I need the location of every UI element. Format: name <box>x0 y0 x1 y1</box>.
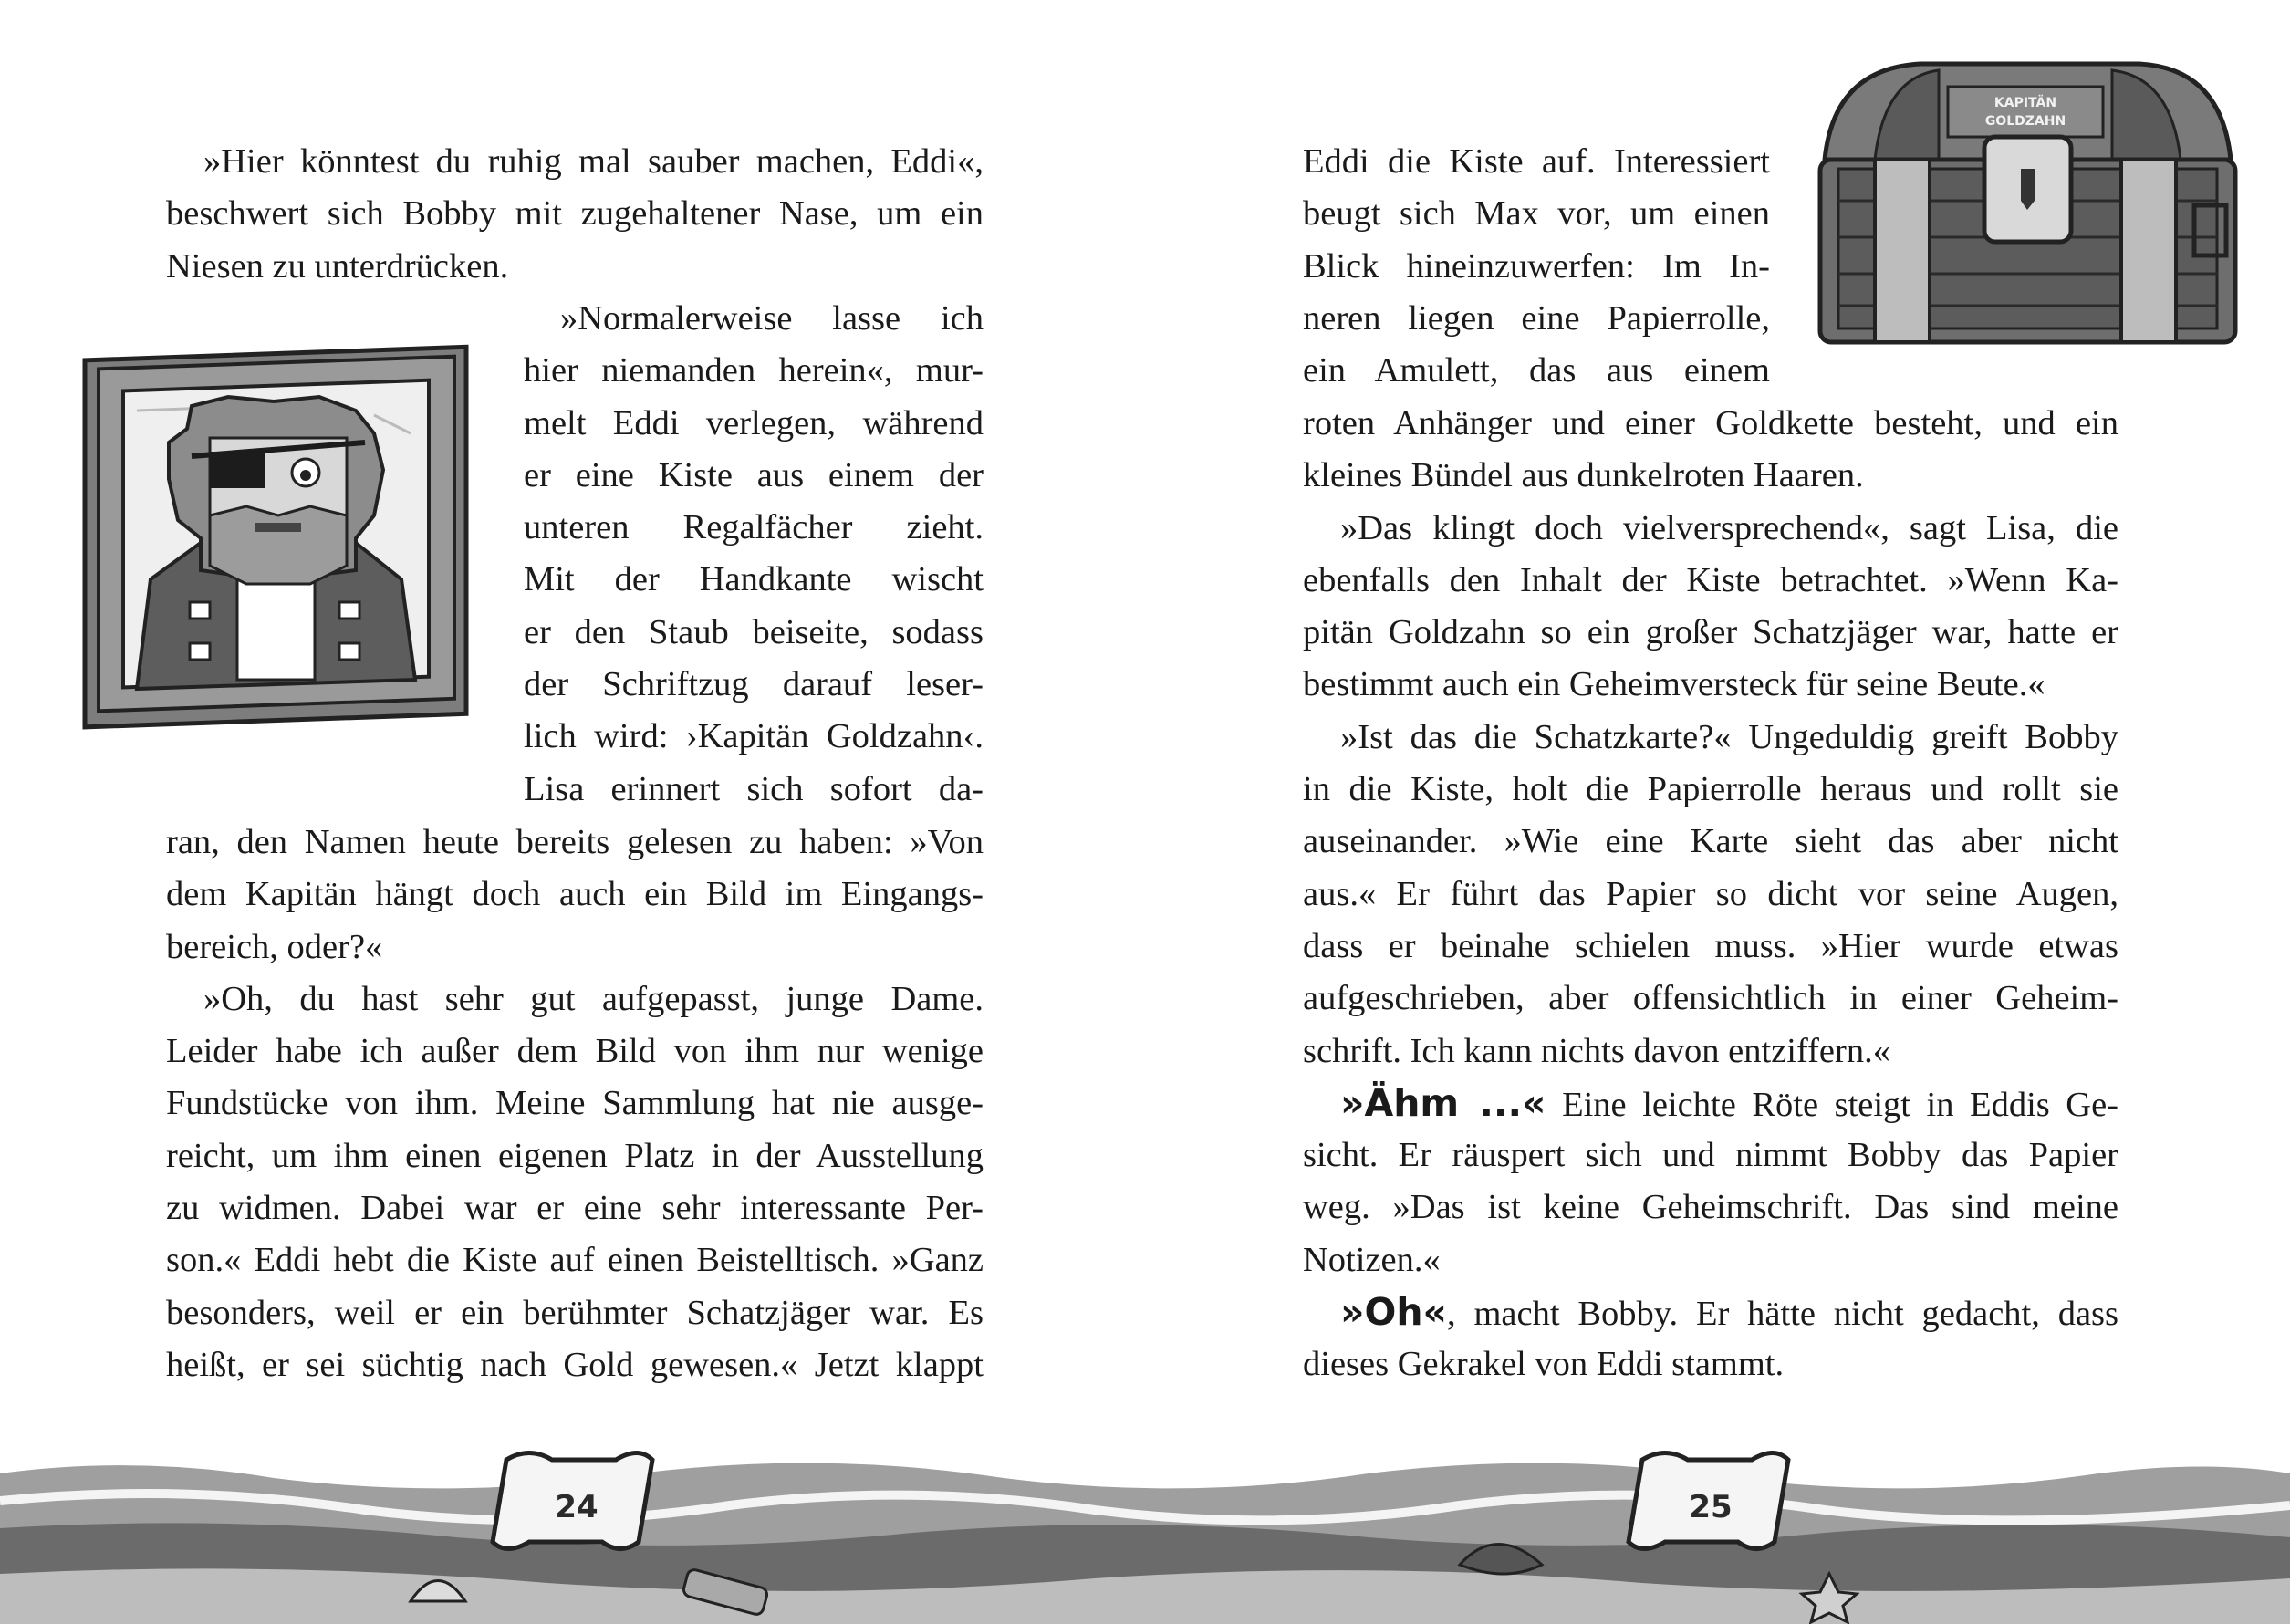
text-line: neren liegen eine Papierrolle, <box>1303 298 1770 338</box>
aehm-exclamation: »Ähm ...« <box>1340 1080 1546 1125</box>
text-line: Notizen.« <box>1303 1240 1441 1279</box>
text-line: ebenfalls den Inhalt der Kiste betrachtet. »Wenn Ka- <box>1303 560 2118 599</box>
text-line: beschwert sich Bobby mit zugehaltener Nase, um ein <box>166 194 984 234</box>
text-line: ran, den Namen heute bereits gelesen zu haben: »Von <box>166 823 984 861</box>
text-line: hier niemanden herein«, mur- <box>524 351 984 390</box>
text-line: er eine Kiste aus einem der <box>524 455 984 494</box>
text-line: weg. »Das ist keine Geheimschrift. Das sind meine <box>1303 1188 2118 1227</box>
chest-label-line2: GOLDZAHN <box>1984 114 2066 129</box>
text-line: besonders, weil er ein berühmter Schatzjäger war. Es <box>166 1293 984 1332</box>
aehm-line <box>1303 1077 2118 1130</box>
left-side-paragraph <box>524 293 984 816</box>
left-intro-paragraph <box>166 136 984 293</box>
text-line: der Schriftzug darauf leser- <box>524 665 984 704</box>
text-line: zu widmen. Dabei war er eine sehr interessante Per- <box>166 1189 984 1228</box>
page-number-left: 24 <box>555 1489 599 1525</box>
text-line: auseinander. »Wie eine Karte sieht das aber nicht <box>1303 822 2118 861</box>
text-line: Blick hineinzuwerfen: Im In- <box>1303 246 1770 286</box>
text-line: pitän Goldzahn so ein großer Schatzjäger war, hatte er <box>1303 613 2118 652</box>
text-line: unteren Regalfächer zieht. <box>524 508 984 547</box>
right-top-paragraph <box>1303 136 1770 397</box>
text-line: roten Anhänger und einer Goldkette besteht, und ein <box>1303 404 2118 442</box>
text-line: schrift. Ich kann nichts davon entziffern.« <box>1303 1031 1890 1070</box>
page-number-right: 25 <box>1689 1489 1733 1525</box>
oh-line <box>1303 1286 2118 1338</box>
right-main-paragraph <box>1303 398 2118 1391</box>
text-line: er den Staub beiseite, sodass <box>524 612 984 651</box>
text-line: Lisa erinnert sich sofort da- <box>524 769 984 808</box>
text-line: dieses Gekrakel von Eddi stammt. <box>1303 1345 1785 1384</box>
text-line: Niesen zu unterdrücken. <box>166 246 509 286</box>
oh-exclamation: »Oh« <box>1340 1290 1448 1335</box>
treasure-chest-image <box>1811 50 2244 360</box>
text-line: »Ist das die Schatzkarte?« Ungeduldig greift Bobby <box>1340 717 2118 756</box>
beach-footer-illustration <box>0 1437 2290 1624</box>
text-line: Fundstücke von ihm. Meine Sammlung hat nie ausge- <box>166 1084 984 1123</box>
text-line: aus.« Er führt das Papier so dicht vor seine Augen, <box>1303 874 2118 913</box>
text-line: heißt, er sei süchtig nach Gold gewesen.« Jetzt klappt <box>166 1345 984 1384</box>
text-line: beugt sich Max vor, um einen <box>1303 194 1770 234</box>
text-line: »Hier könntest du ruhig mal sauber machen, Eddi«, <box>203 142 984 181</box>
text-line: lich wird: ›Kapitän Goldzahn‹. <box>524 717 984 756</box>
text-line: reicht, um ihm einen eigenen Platz in der Ausstellung <box>166 1136 984 1175</box>
text-line: in die Kiste, holt die Papierrolle heraus und rollt sie <box>1303 770 2118 809</box>
text-line: dass er beinahe schielen muss. »Hier wurde etwas <box>1303 926 2118 965</box>
text-line: Mit der Handkante wischt <box>524 560 984 599</box>
captain-portrait-image <box>82 342 470 730</box>
text-line: aufgeschrieben, aber offensichtlich in einer Geheim- <box>1303 979 2118 1018</box>
text-line: »Oh, du hast sehr gut aufgepasst, junge Dame. <box>203 979 984 1018</box>
text-line: »Normalerweise lasse ich <box>560 299 984 338</box>
text-line: ein Amulett, das aus einem <box>1303 351 1770 390</box>
text-line: son.« Eddi hebt die Kiste auf einen Beistelltisch. »Ganz <box>166 1241 984 1280</box>
text-line: Leider habe ich außer dem Bild von ihm nur wenige <box>166 1032 984 1071</box>
text-line: sicht. Er räuspert sich und nimmt Bobby das Papier <box>1303 1136 2118 1175</box>
text-line: dem Kapitän hängt doch auch ein Bild im Eingangs- <box>166 875 984 914</box>
text-line: melt Eddi verlegen, während <box>524 403 984 442</box>
aehm-rest: Eine leichte Röte steigt in Eddis Ge- <box>1562 1085 2118 1124</box>
text-line: Eddi die Kiste auf. Interessiert <box>1303 142 1770 181</box>
text-line: bestimmt auch ein Geheimversteck für seine Beute.« <box>1303 665 2045 704</box>
oh-rest: , macht Bobby. Er hätte nicht gedacht, dass <box>1447 1295 2118 1334</box>
text-line: kleines Bündel aus dunkelroten Haaren. <box>1303 456 1864 495</box>
chest-label-line1: KAPITÄN <box>1993 96 2057 110</box>
text-line: bereich, oder?« <box>166 927 383 966</box>
right-page <box>1145 0 2290 1624</box>
left-main-paragraph <box>166 817 984 1391</box>
text-line: »Das klingt doch vielversprechend«, sagt Lisa, die <box>1340 508 2118 547</box>
